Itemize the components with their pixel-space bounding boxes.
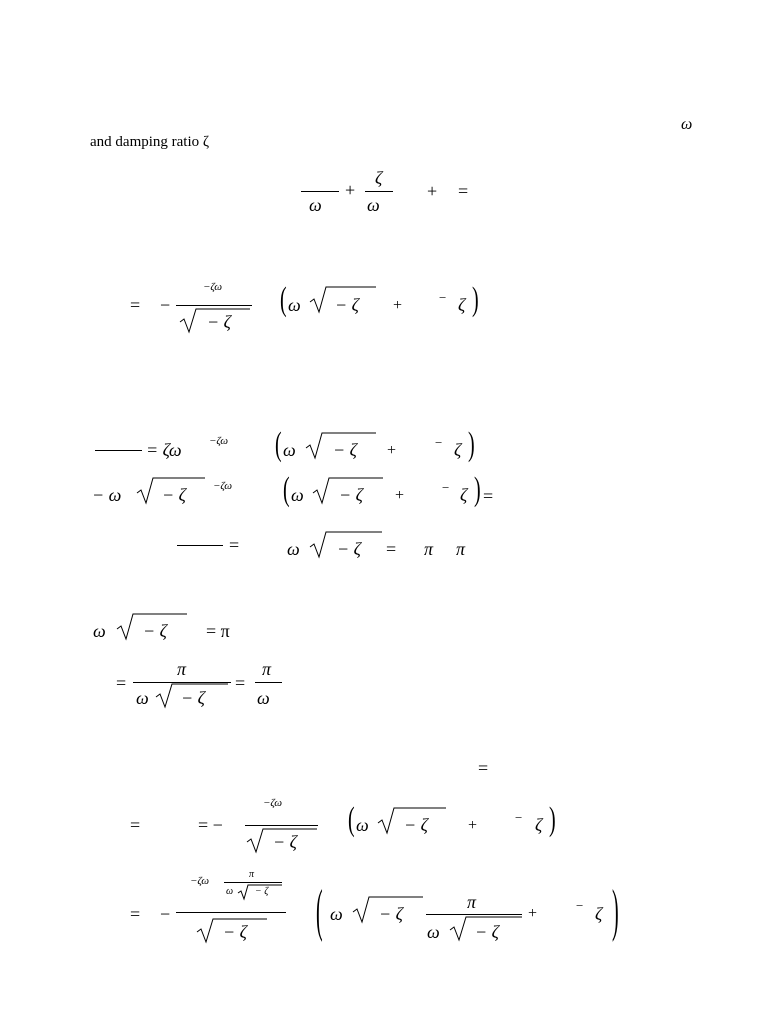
fraction-bar [245, 825, 318, 826]
omega-term: ω [257, 688, 270, 708]
minus-sign: − [160, 904, 171, 924]
radicand-term: − ζ [379, 904, 403, 924]
omega-term: ω [287, 539, 300, 559]
denominator-term: − ζ [223, 922, 247, 942]
fraction-bar [176, 912, 286, 913]
pi-term: π [424, 539, 434, 559]
left-paren: ( [283, 471, 290, 509]
omega-term: ω [283, 440, 296, 460]
omega-term: ω [288, 295, 301, 315]
plus-sign: + [427, 181, 438, 201]
right-paren: ) [468, 426, 475, 464]
right-paren: ) [612, 880, 619, 944]
denominator-term: − ζ [273, 832, 297, 852]
right-paren: ) [549, 801, 556, 839]
intro-text: and damping ratio ζ [90, 134, 210, 150]
radicand-term: − ζ [181, 688, 205, 708]
zeta-term: ζ [460, 485, 468, 505]
zeta-term: ζ [458, 295, 466, 315]
plus-sign: + [468, 817, 478, 834]
exponent-term: −ζω [203, 281, 223, 293]
plus-sign: + [345, 180, 356, 200]
radicand-term: − ζ [162, 485, 186, 505]
radicand-term: − ζ [335, 295, 359, 315]
zeta-term: ζ [535, 815, 543, 835]
pi-term: π [177, 659, 187, 679]
omega-term: ω [93, 621, 106, 641]
zeta-term: ζ [375, 168, 383, 188]
equals-sign: = [130, 815, 141, 835]
equals-sign: = [483, 486, 494, 506]
omega-term: ω [330, 904, 343, 924]
equals-sign: = [229, 535, 240, 555]
plus-sign: + [387, 442, 397, 459]
fraction-bar [426, 914, 522, 915]
radicand-term: − ζ [475, 922, 499, 942]
omega-term: ω [136, 688, 149, 708]
denominator-term: − ζ [207, 312, 231, 332]
radicand-term: − ζ [404, 815, 428, 835]
equals-sign: = [386, 539, 397, 559]
pi-term: π [467, 892, 477, 912]
minus-sign: − [160, 295, 171, 315]
pi-term: π [456, 539, 466, 559]
equals-sign: = [458, 181, 469, 201]
exponent-radicand: − ζ [255, 886, 269, 897]
plus-sign: + [393, 297, 403, 314]
exponent-pi: π [249, 869, 255, 880]
minus-sign: − [435, 435, 443, 450]
equals-sign: = [478, 758, 489, 778]
fraction-bar [255, 682, 282, 683]
left-paren: ( [280, 281, 287, 319]
equals-sign: = [130, 295, 141, 315]
left-paren: ( [275, 426, 282, 464]
fraction-bar [177, 545, 223, 546]
exponent-omega: ω [226, 886, 234, 897]
exponent-term: −ζω [190, 875, 210, 887]
zeta-term: ζ [454, 440, 462, 460]
plus-sign: + [395, 487, 405, 504]
exponent-term: −ζω [213, 480, 233, 492]
minus-sign: − [442, 480, 450, 495]
left-paren: ( [348, 801, 355, 839]
equals-pi-term: = π [206, 621, 230, 641]
radicand-term: − ζ [143, 621, 167, 641]
radicand-term: − ζ [333, 440, 357, 460]
zeta-omega-term: = ζω [146, 440, 182, 460]
zeta-term: ζ [595, 904, 603, 924]
fraction-bar [365, 191, 393, 192]
left-paren: ( [316, 880, 323, 944]
right-paren: ) [472, 281, 479, 319]
minus-omega-term: − ω [92, 485, 122, 505]
equals-sign: = [130, 904, 141, 924]
omega-term: ω [356, 815, 369, 835]
exponent-fraction-bar [224, 882, 282, 883]
minus-sign: − [515, 810, 523, 825]
pi-term: π [262, 659, 272, 679]
radicand-term: − ζ [337, 539, 361, 559]
right-paren: ) [474, 471, 481, 509]
exponent-term: −ζω [209, 435, 229, 447]
equals-sign: = [235, 673, 246, 693]
omega-term: ω [367, 195, 380, 215]
exponent-term: −ζω [263, 797, 283, 809]
minus-sign: − [439, 290, 447, 305]
fraction-bar [301, 191, 339, 192]
equals-sign: = [116, 673, 127, 693]
fraction-bar [176, 305, 252, 306]
omega-symbol: ω [681, 116, 693, 133]
omega-term: ω [291, 485, 304, 505]
minus-sign: − [576, 898, 584, 913]
omega-term: ω [309, 195, 322, 215]
omega-term: ω [427, 922, 440, 942]
plus-sign: + [528, 905, 538, 922]
radicand-term: − ζ [339, 485, 363, 505]
equals-minus-term: = − [198, 815, 223, 835]
fraction-bar [95, 450, 142, 451]
